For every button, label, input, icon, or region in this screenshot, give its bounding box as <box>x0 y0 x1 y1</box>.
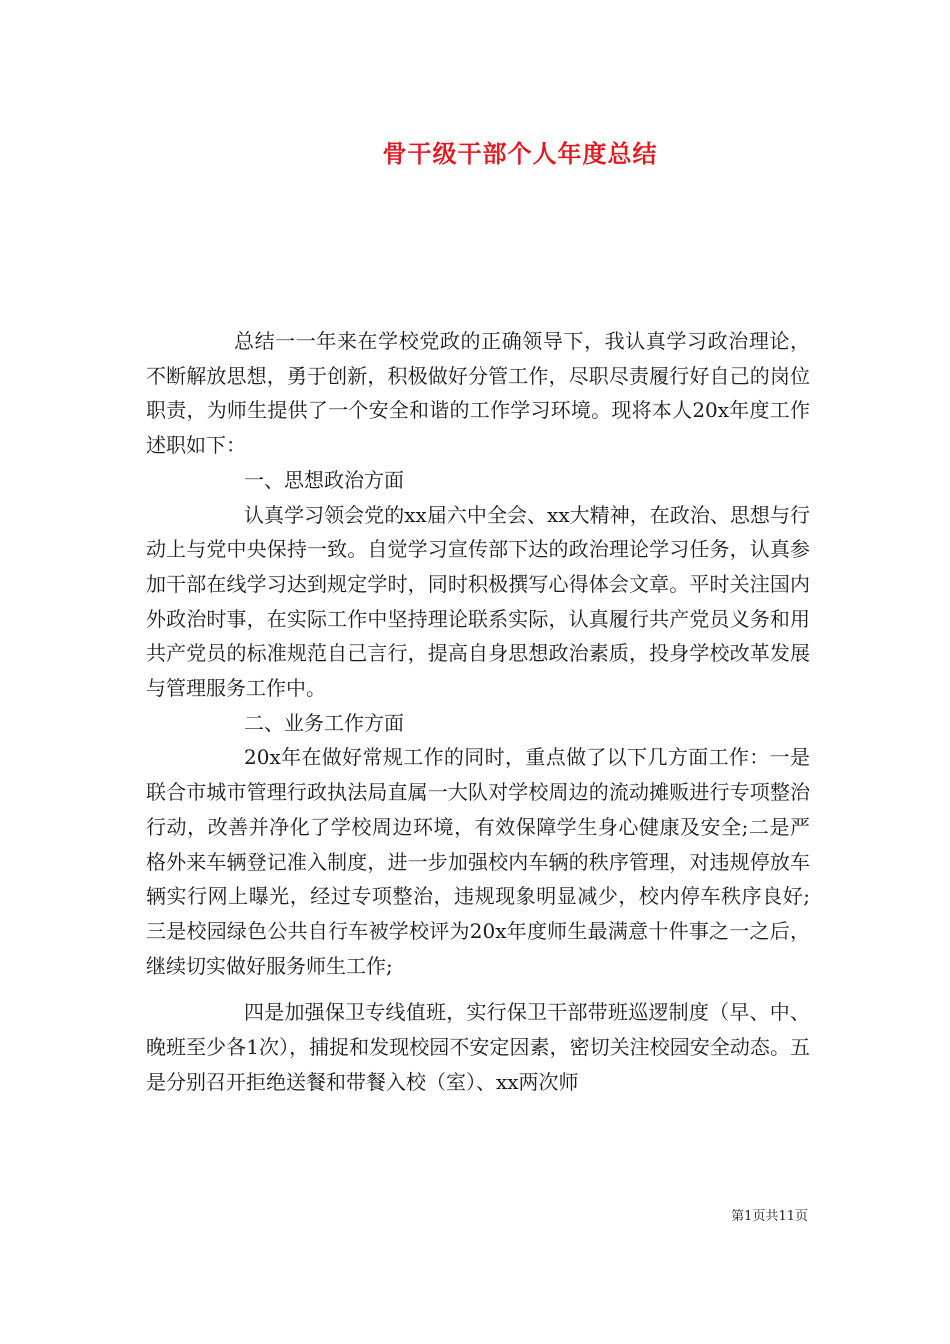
page-number-footer: 第1页共11页 <box>731 1209 808 1224</box>
intro-paragraph: 总结一一年来在学校党政的正确领导下，我认真学习政治理论，不断解放思想，勇于创新，积极做好分管工作，尽职尽责履行好自己的岗位职责，为师生提供了一个安全和谐的工作学习环境。现将本人20x年度工作述职如下： <box>146 329 810 458</box>
politics-paragraph: 认真学习领会党的xx届六中全会、xx大精神，在政治、思想与行动上与党中央保持一致。自觉学习宣传部下达的政治理论学习任务，认真参加干部在线学习达到规定学时，同时积极撰写心得体会文章。平时关注国内外政治时事，在实际工作中坚持理论联系实际，认真履行共产党员义务和用共产党员的标准规范自己言行，提高自身思想政治素质，投身学校改革发展与管理服务工作中。 <box>146 502 810 701</box>
section-heading-business: 二、业务工作方面 <box>244 710 404 735</box>
security-paragraph: 四是加强保卫专线值班，实行保卫干部带班巡逻制度（早、中、晚班至少各1次），捕捉和发现校园不安定因素，密切关注校园安全动态。五是分别召开拒绝送餐和带餐入校（室）、xx两次师 <box>146 1000 810 1094</box>
document-title: 骨干级干部个人年度总结 <box>382 139 658 168</box>
business-paragraph: 20x年在做好常规工作的同时，重点做了以下几方面工作：一是联合市城市管理行政执法局直属一大队对学校周边的流动摊贩进行专项整治行动，改善并净化了学校周边环境，有效保障学生身心健康及安全;二是严格外来车辆登记准入制度，进一步加强校内车辆的秩序管理，对违规停放车辆实行网上曝光，经过专项整治，违规现象明显减少，校内停车秩序良好;三是校园绿色公共自行车被学校评为20x年度师生最满意十件事之一之后，继续切实做好服务师生工作; <box>146 745 810 978</box>
section-heading-politics: 一、思想政治方面 <box>244 467 404 492</box>
document-body <box>146 324 810 1099</box>
